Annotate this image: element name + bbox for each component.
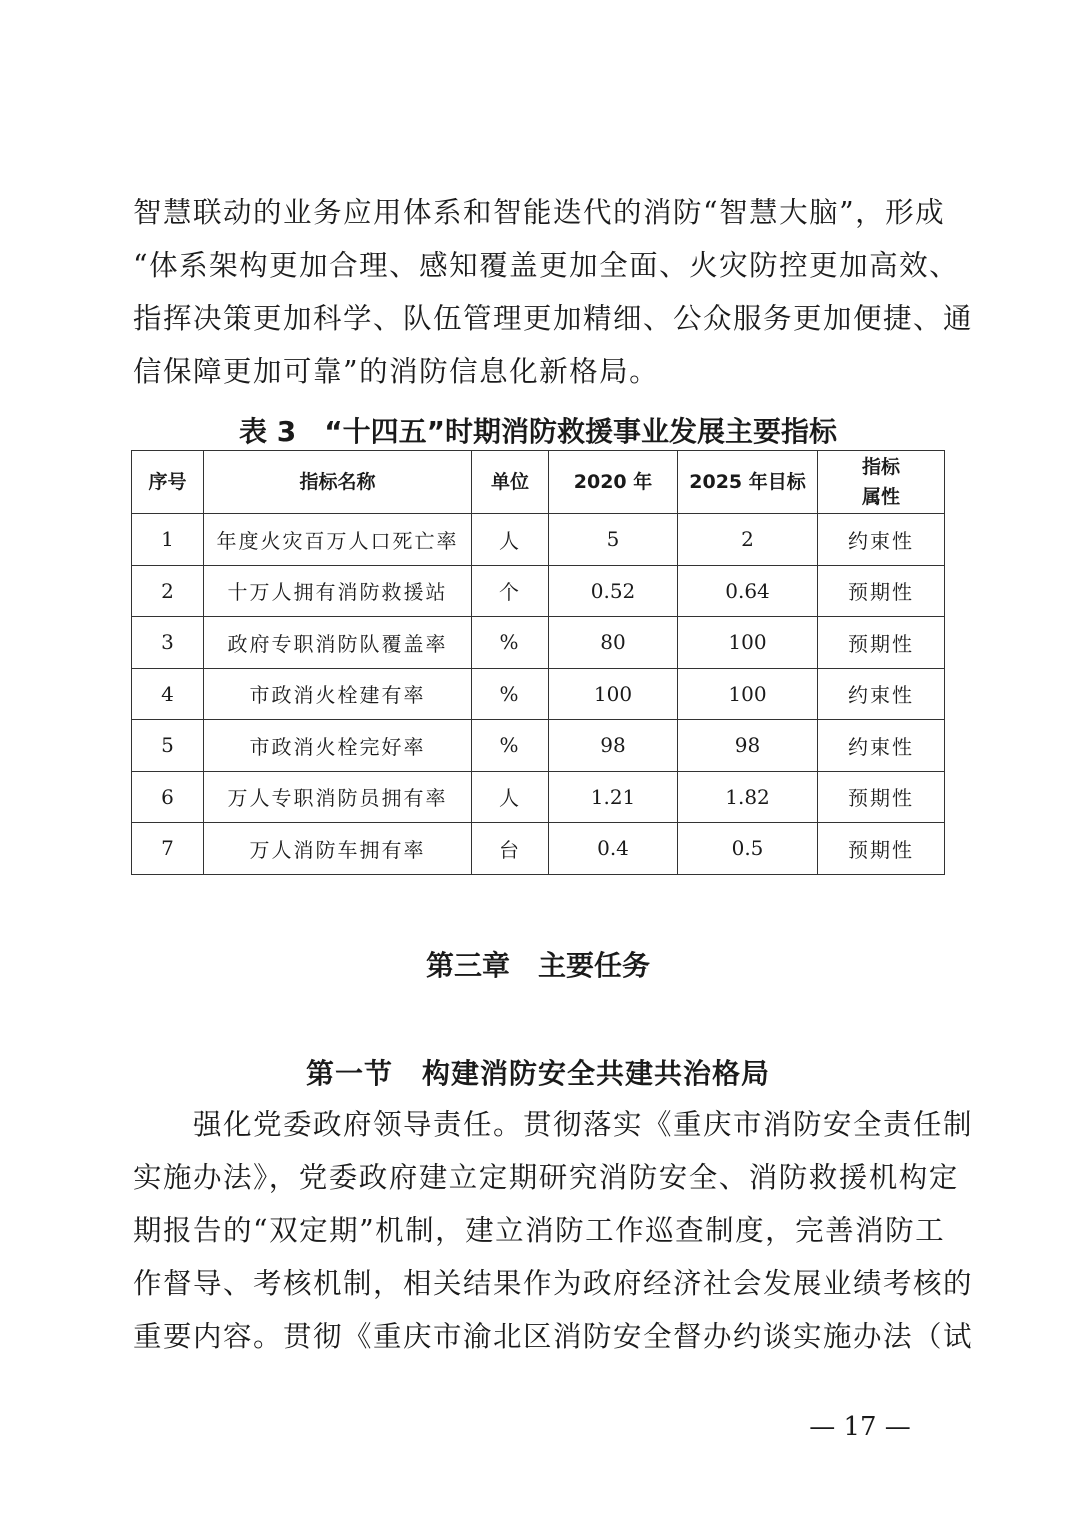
- cell-unit: 人: [472, 514, 549, 566]
- cell-2020: 98: [549, 720, 678, 772]
- cell-seq: 3: [132, 617, 204, 669]
- table-row: [132, 617, 945, 669]
- indicators-table: [131, 450, 945, 875]
- cell-2025-target: 100: [678, 617, 818, 669]
- cell-2020: 80: [549, 617, 678, 669]
- cell-unit: 台: [472, 823, 549, 875]
- table-row: [132, 514, 945, 566]
- cell-unit: 个: [472, 565, 549, 617]
- cell-2025-target: 0.5: [678, 823, 818, 875]
- cell-name: 十万人拥有消防救援站: [204, 565, 472, 617]
- cell-seq: 6: [132, 771, 204, 823]
- cell-name: 万人消防车拥有率: [204, 823, 472, 875]
- body-paragraph-1: [133, 186, 974, 398]
- paragraph-line: 指挥决策更加科学、队伍管理更加精细、公众服务更加便捷、通: [133, 302, 974, 335]
- cell-attribute: 预期性: [818, 565, 945, 617]
- cell-unit: %: [472, 720, 549, 772]
- cell-unit: 人: [472, 771, 549, 823]
- cell-seq: 5: [132, 720, 204, 772]
- cell-2025-target: 1.82: [678, 771, 818, 823]
- paragraph-line: 期报告的“双定期”机制，建立消防工作巡查制度，完善消防工: [133, 1214, 946, 1247]
- cell-name: 市政消火栓建有率: [204, 668, 472, 720]
- cell-2020: 5: [549, 514, 678, 566]
- header-attribute: 指标 属性: [818, 451, 945, 514]
- section-title: 第一节 构建消防安全共建共治格局: [305, 1057, 770, 1090]
- cell-seq: 7: [132, 823, 204, 875]
- paragraph-line: 重要内容。贯彻《重庆市渝北区消防安全督办约谈实施办法（试: [133, 1320, 974, 1353]
- cell-2025-target: 2: [678, 514, 818, 566]
- cell-seq: 4: [132, 668, 204, 720]
- cell-name: 市政消火栓完好率: [204, 720, 472, 772]
- cell-name: 年度火灾百万人口死亡率: [204, 514, 472, 566]
- cell-seq: 1: [132, 514, 204, 566]
- cell-unit: %: [472, 668, 549, 720]
- cell-seq: 2: [132, 565, 204, 617]
- cell-2020: 0.4: [549, 823, 678, 875]
- cell-attribute: 预期性: [818, 617, 945, 669]
- table-header-row: [132, 451, 945, 514]
- cell-name: 万人专职消防员拥有率: [204, 771, 472, 823]
- cell-attribute: 约束性: [818, 514, 945, 566]
- cell-name: 政府专职消防队覆盖率: [204, 617, 472, 669]
- paragraph-line: “体系架构更加合理、感知覆盖更加全面、火灾防控更加高效、: [133, 249, 960, 282]
- paragraph-line: 作督导、考核机制，相关结果作为政府经济社会发展业绩考核的: [133, 1267, 974, 1300]
- table-title: 表 3 “十四五”时期消防救援事业发展主要指标: [238, 415, 838, 448]
- table-row: [132, 720, 945, 772]
- paragraph-line: 实施办法》，党委政府建立定期研究消防安全、消防救援机构定: [133, 1161, 959, 1194]
- cell-2020: 100: [549, 668, 678, 720]
- table-row: [132, 565, 945, 617]
- header-2020: 2020 年: [549, 451, 678, 514]
- cell-2025-target: 98: [678, 720, 818, 772]
- cell-2020: 0.52: [549, 565, 678, 617]
- header-unit: 单位: [472, 451, 549, 514]
- header-name: 指标名称: [204, 451, 472, 514]
- cell-attribute: 约束性: [818, 720, 945, 772]
- cell-2025-target: 0.64: [678, 565, 818, 617]
- header-2025-target: 2025 年目标: [678, 451, 818, 514]
- cell-2020: 1.21: [549, 771, 678, 823]
- chapter-title: 第三章 主要任务: [425, 949, 650, 982]
- body-paragraph-2: [133, 1098, 974, 1363]
- paragraph-line: 信保障更加可靠”的消防信息化新格局。: [133, 355, 660, 388]
- cell-attribute: 约束性: [818, 668, 945, 720]
- table-row: [132, 668, 945, 720]
- cell-attribute: 预期性: [818, 771, 945, 823]
- table-row: [132, 771, 945, 823]
- paragraph-line: 智慧联动的业务应用体系和智能迭代的消防“智慧大脑”，形成: [133, 196, 946, 229]
- cell-2025-target: 100: [678, 668, 818, 720]
- paragraph-line: 强化党委政府领导责任。贯彻落实《重庆市消防安全责任制: [133, 1108, 974, 1141]
- page-number: — 17 —: [809, 1412, 911, 1442]
- header-seq: 序号: [132, 451, 204, 514]
- table-row: [132, 823, 945, 875]
- cell-unit: %: [472, 617, 549, 669]
- cell-attribute: 预期性: [818, 823, 945, 875]
